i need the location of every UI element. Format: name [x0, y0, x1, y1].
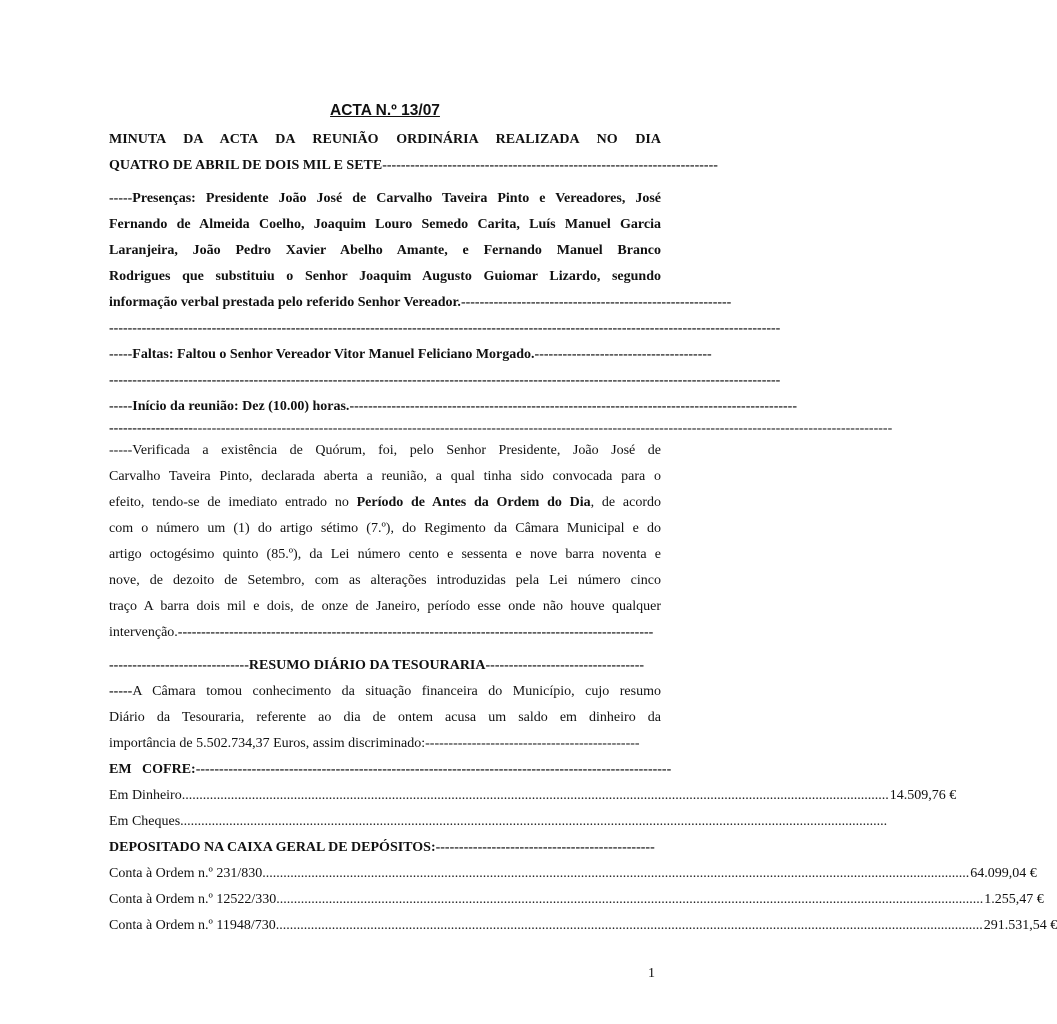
cofre-title: EM COFRE:------------------------------------------------------------------------------------------------------	[109, 762, 672, 777]
quorum-line-6: nove, de dezoito de Setembro, com as alterações introduzidas pela Lei número cinco	[109, 573, 661, 588]
row-amount: 291.531,54 €	[983, 918, 1057, 933]
page-number: 1	[648, 966, 655, 981]
row-label: Conta à Ordem n.º 12522/330	[109, 892, 277, 907]
quorum-line-1: -----Verificada a existência de Quórum, foi, pelo Senhor Presidente, João José de	[109, 443, 661, 458]
cofre-row: Em Cheques ..........................................................................................................................................................................................................	[109, 814, 888, 829]
cgd-row: Conta à Ordem n.º 231/830 .......................................................................................................................................................................................................... 64.099,04 €	[109, 866, 1037, 881]
absences-line: -----Faltas: Faltou o Senhor Vereador Vitor Manuel Feliciano Morgado.--------------------------------------	[109, 347, 712, 362]
presences-line-3: Laranjeira, João Pedro Xavier Abelho Amante, e Fernando Manuel Branco	[109, 243, 661, 258]
row-amount: 1.255,47 €	[984, 892, 1044, 907]
row-label: Conta à Ordem n.º 11948/730	[109, 918, 276, 933]
cgd-row: Conta à Ordem n.º 12522/330 .......................................................................................................................................................................................................... 1.255,47 €	[109, 892, 1044, 907]
row-amount	[887, 813, 888, 830]
treasury-line-3: importância de 5.502.734,37 Euros, assim discriminado:----------------------------------------------	[109, 736, 640, 751]
separator-line: ------------------------------------------------------------------------------------------------------------------------------------------------------------------------	[109, 421, 893, 436]
separator-line: ------------------------------------------------------------------------------------------------------------------------------------------------	[109, 321, 781, 336]
document-title: ACTA N.º 13/07	[330, 102, 440, 119]
row-label: Conta à Ordem n.º 231/830	[109, 866, 263, 881]
treasury-section-title: ------------------------------RESUMO DIÁRIO DA TESOURARIA----------------------------------	[109, 658, 645, 673]
heading-line-1: MINUTA DA ACTA DA REUNIÃO ORDINÁRIA REALIZADA NO DIA	[109, 132, 661, 147]
quorum-line-8: intervenção.------------------------------------------------------------------------------------------------------	[109, 625, 654, 640]
row-amount: 64.099,04 €	[970, 866, 1037, 881]
quorum-line-5: artigo octogésimo quinto (85.º), da Lei número cento e sessenta e nove barra noventa e	[109, 547, 661, 562]
row-label: Em Dinheiro	[109, 788, 182, 803]
row-amount: 14.509,76 €	[889, 788, 957, 803]
quorum-line-3: efeito, tendo-se de imediato entrado no Período de Antes da Ordem do Dia, de acordo	[109, 495, 661, 510]
cofre-row: Em Dinheiro .......................................................................................................................................................................................................... 14.509,76 €	[109, 788, 957, 803]
cgd-row: Conta à Ordem n.º 11948/730 .......................................................................................................................................................................................................... 291.531,54 €	[109, 918, 1057, 933]
presences-line-4: Rodrigues que substituiu o Senhor Joaquim Augusto Guiomar Lizardo, segundo	[109, 269, 661, 284]
presences-line-5: informação verbal prestada pelo referido Senhor Vereador.----------------------------------------------------------	[109, 295, 732, 310]
separator-line: ------------------------------------------------------------------------------------------------------------------------------------------------	[109, 373, 781, 388]
cgd-title: DEPOSITADO NA CAIXA GERAL DE DEPÓSITOS:-----------------------------------------------	[109, 840, 655, 855]
treasury-line-2: Diário da Tesouraria, referente ao dia de ontem acusa um saldo em dinheiro da	[109, 710, 661, 725]
row-label: Em Cheques	[109, 814, 181, 829]
quorum-line-2: Carvalho Taveira Pinto, declarada aberta a reunião, a qual tinha sido convocada para o	[109, 469, 661, 484]
heading-line-2: QUATRO DE ABRIL DE DOIS MIL E SETE------------------------------------------------------------------------	[109, 158, 718, 173]
start-line: -----Início da reunião: Dez (10.00) horas.------------------------------------------------------------------------------------------------	[109, 399, 797, 414]
presences-line-1: -----Presenças: Presidente João José de Carvalho Taveira Pinto e Vereadores, José	[109, 191, 661, 206]
treasury-line-1: -----A Câmara tomou conhecimento da situação financeira do Município, cujo resumo	[109, 684, 661, 699]
quorum-line-7: traço A barra dois mil e dois, de onze de Janeiro, período esse onde não houve qualquer	[109, 599, 661, 614]
presences-line-2: Fernando de Almeida Coelho, Joaquim Louro Semedo Carita, Luís Manuel Garcia	[109, 217, 661, 232]
quorum-line-4: com o número um (1) do artigo sétimo (7.º), do Regimento da Câmara Municipal e do	[109, 521, 661, 536]
